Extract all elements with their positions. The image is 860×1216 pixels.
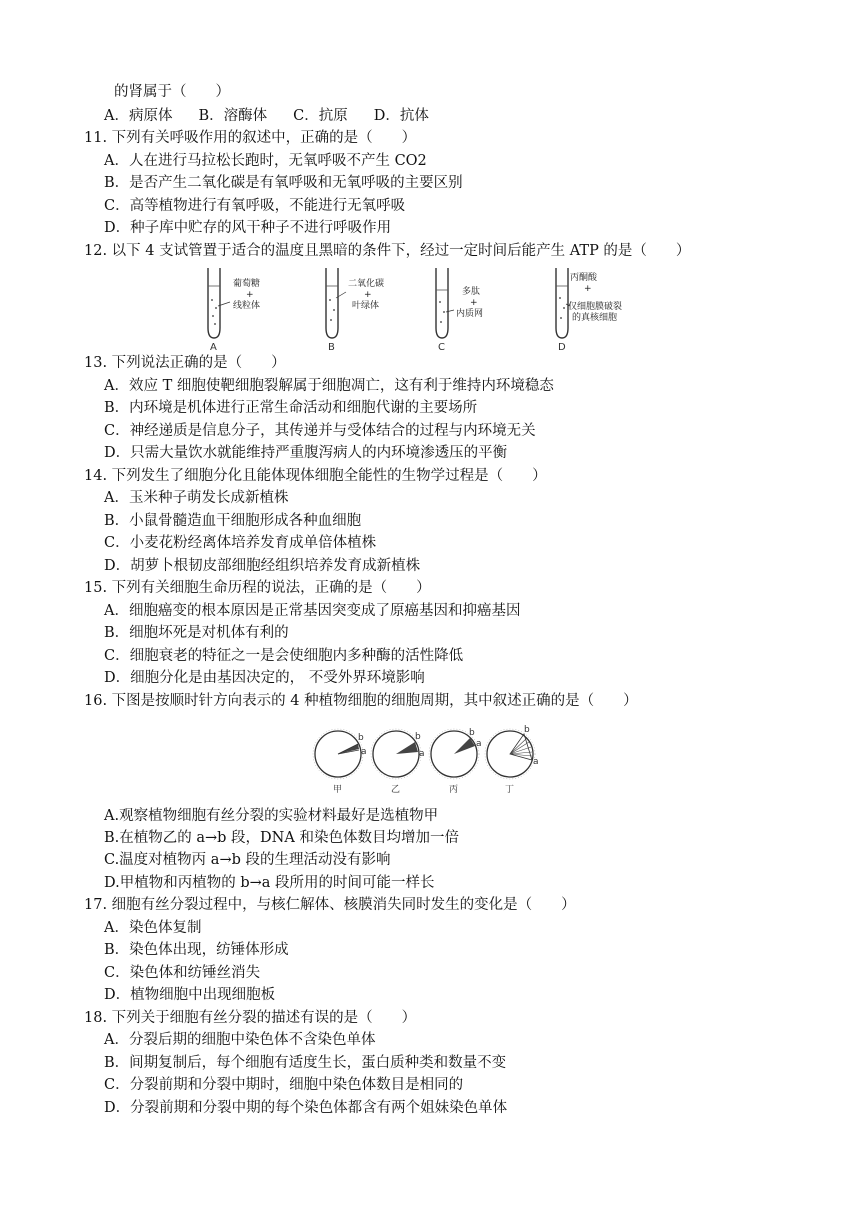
q16-option-b: B.在植物乙的 a→b 段，DNA 和染色体数目均增加一倍 bbox=[104, 830, 459, 846]
q14-option-c: C．小麦花粉经离体培养发育成单倍体植株 bbox=[104, 535, 377, 551]
q15-option-b: B．细胞坏死是对机体有利的 bbox=[104, 625, 289, 641]
q18-option-c: C．分裂前期和分裂中期时，细胞中染色体数目是相同的 bbox=[104, 1077, 464, 1093]
q15-stem: 15. 下列有关细胞生命历程的说法，正确的是（ ） bbox=[84, 580, 431, 596]
q17-option-b: B．染色体出现，纺锤体形成 bbox=[104, 942, 289, 958]
tube-a-label-2: + bbox=[246, 290, 254, 300]
cell-cycle-jia bbox=[313, 729, 367, 795]
cell-jia-name: 甲 bbox=[333, 785, 343, 795]
tube-d-label-2: + bbox=[584, 284, 592, 294]
q10-option-c: C．抗原 bbox=[293, 108, 348, 124]
tube-b-letter: B bbox=[328, 342, 335, 353]
tube-a-label-3: 线粒体 bbox=[233, 301, 261, 311]
q13-option-c: C．神经递质是信息分子，其传递并与受体结合的过程与内环境无关 bbox=[104, 423, 536, 439]
cell-jia-a: a bbox=[361, 747, 367, 757]
q11-option-c: C．高等植物进行有氧呼吸，不能进行无氧呼吸 bbox=[104, 198, 406, 214]
q11-stem: 11. 下列有关呼吸作用的叙述中，正确的是（ ） bbox=[84, 130, 417, 146]
test-tube-b bbox=[326, 268, 384, 353]
tube-d-letter: D bbox=[558, 342, 566, 353]
test-tube-c bbox=[436, 268, 483, 353]
q15-option-d: D．细胞分化是由基因决定的， 不受外界环境影响 bbox=[104, 670, 425, 686]
tube-b-label-2: + bbox=[364, 290, 372, 300]
q16-option-d: D.甲植物和丙植物的 b→a 段所用的时间可能一样长 bbox=[104, 875, 435, 891]
q17-option-c: C．染色体和纺锤丝消失 bbox=[104, 965, 261, 981]
q16-stem: 16. 下图是按顺时针方向表示的 4 种植物细胞的细胞周期，其中叙述正确的是（ ） bbox=[84, 693, 638, 709]
tube-d-label-3: 仅细胞膜破裂 bbox=[568, 302, 623, 312]
q15-option-a: A．细胞癌变的根本原因是正常基因突变成了原癌基因和抑癌基因 bbox=[104, 603, 521, 619]
q14-option-d: D．胡萝卜根韧皮部细胞经组织培养发育成新植株 bbox=[104, 558, 421, 574]
test-tube-a bbox=[208, 268, 260, 353]
cell-yi-b: b bbox=[415, 732, 421, 742]
tube-c-label-2: + bbox=[470, 298, 478, 308]
q12-test-tubes-figure bbox=[200, 264, 640, 352]
cell-jia-b: b bbox=[358, 733, 364, 743]
q10-option-b: B．溶酶体 bbox=[198, 108, 268, 124]
tube-c-label-1: 多肽 bbox=[462, 287, 481, 297]
cell-ding-a: a bbox=[533, 757, 539, 767]
cell-ding-b: b bbox=[524, 725, 530, 735]
cell-cycle-bing bbox=[429, 728, 482, 795]
q11-option-a: A．人在进行马拉松长跑时，无氧呼吸不产生 CO2 bbox=[104, 153, 427, 169]
q10-option-a: A．病原体 bbox=[104, 108, 173, 124]
q11-option-b: B．是否产生二氧化碳是有氧呼吸和无氧呼吸的主要区别 bbox=[104, 175, 463, 191]
q16-cell-cycle-figure bbox=[312, 720, 537, 800]
cell-bing-b: b bbox=[469, 728, 475, 738]
tube-a-letter: A bbox=[210, 342, 217, 353]
q17-stem: 17. 细胞有丝分裂过程中，与核仁解体、核膜消失同时发生的变化是（ ） bbox=[84, 897, 576, 913]
q12-stem: 12. 以下 4 支试管置于适合的温度且黑暗的条件下，经过一定时间后能产生 ATP 的是（ ） bbox=[84, 243, 691, 259]
tube-c-letter: C bbox=[438, 342, 445, 353]
q18-stem: 18. 下列关于细胞有丝分裂的描述有误的是（ ） bbox=[84, 1010, 417, 1026]
q18-option-d: D．分裂前期和分裂中期的每个染色体都含有两个姐妹染色单体 bbox=[104, 1100, 508, 1116]
tube-b-label-3: 叶绿体 bbox=[352, 301, 380, 311]
q13-option-a: A．效应 T 细胞使靶细胞裂解属于细胞凋亡，这有利于维持内环境稳态 bbox=[104, 378, 554, 394]
cell-bing-a: a bbox=[476, 739, 482, 749]
cell-cycle-yi bbox=[371, 729, 425, 795]
q18-option-b: B．间期复制后，每个细胞有适度生长，蛋白质种类和数量不变 bbox=[104, 1055, 507, 1071]
cell-bing-name: 丙 bbox=[449, 785, 459, 795]
test-tube-d bbox=[556, 268, 622, 353]
q18-option-a: A．分裂后期的细胞中染色体不含染色单体 bbox=[104, 1032, 376, 1048]
tube-b-label-1: 二氧化碳 bbox=[348, 279, 385, 289]
q13-option-d: D．只需大量饮水就能维持严重腹泻病人的内环境渗透压的平衡 bbox=[104, 445, 508, 461]
q10-option-d: D．抗体 bbox=[373, 108, 429, 124]
tube-c-label-3: 内质网 bbox=[456, 309, 484, 319]
q13-stem: 13. 下列说法正确的是（ ） bbox=[84, 355, 286, 371]
q10-options bbox=[104, 106, 455, 126]
q16-option-a: A.观察植物细胞有丝分裂的实验材料最好是选植物甲 bbox=[104, 808, 439, 824]
q14-stem: 14. 下列发生了细胞分化且能体现体细胞全能性的生物学过程是（ ） bbox=[84, 468, 547, 484]
q16-option-c: C.温度对植物丙 a→b 段的生理活动没有影响 bbox=[104, 852, 391, 868]
q13-option-b: B．内环境是机体进行正常生命活动和细胞代谢的主要场所 bbox=[104, 400, 478, 416]
q15-option-c: C．细胞衰老的特征之一是会使细胞内多种酶的活性降低 bbox=[104, 648, 464, 664]
q14-option-a: A．玉米种子萌发长成新植株 bbox=[104, 490, 289, 506]
q14-option-b: B．小鼠骨髓造血干细胞形成各种血细胞 bbox=[104, 513, 362, 529]
tube-d-label-1: 丙酮酸 bbox=[570, 273, 598, 283]
cell-yi-name: 乙 bbox=[391, 785, 401, 795]
tube-d-label-4: 的真核细胞 bbox=[572, 313, 618, 323]
q17-option-a: A．染色体复制 bbox=[104, 920, 202, 936]
cell-ding-name: 丁 bbox=[505, 785, 515, 795]
q11-option-d: D．种子库中贮存的风干种子不进行呼吸作用 bbox=[104, 220, 392, 236]
tube-a-label-1: 葡萄糖 bbox=[233, 279, 261, 289]
q10-stem-continuation: 的肾属于（ ） bbox=[114, 84, 230, 100]
q17-option-d: D．植物细胞中出现细胞板 bbox=[104, 987, 276, 1003]
cell-yi-a: a bbox=[419, 749, 425, 759]
cell-cycle-ding bbox=[485, 725, 539, 795]
